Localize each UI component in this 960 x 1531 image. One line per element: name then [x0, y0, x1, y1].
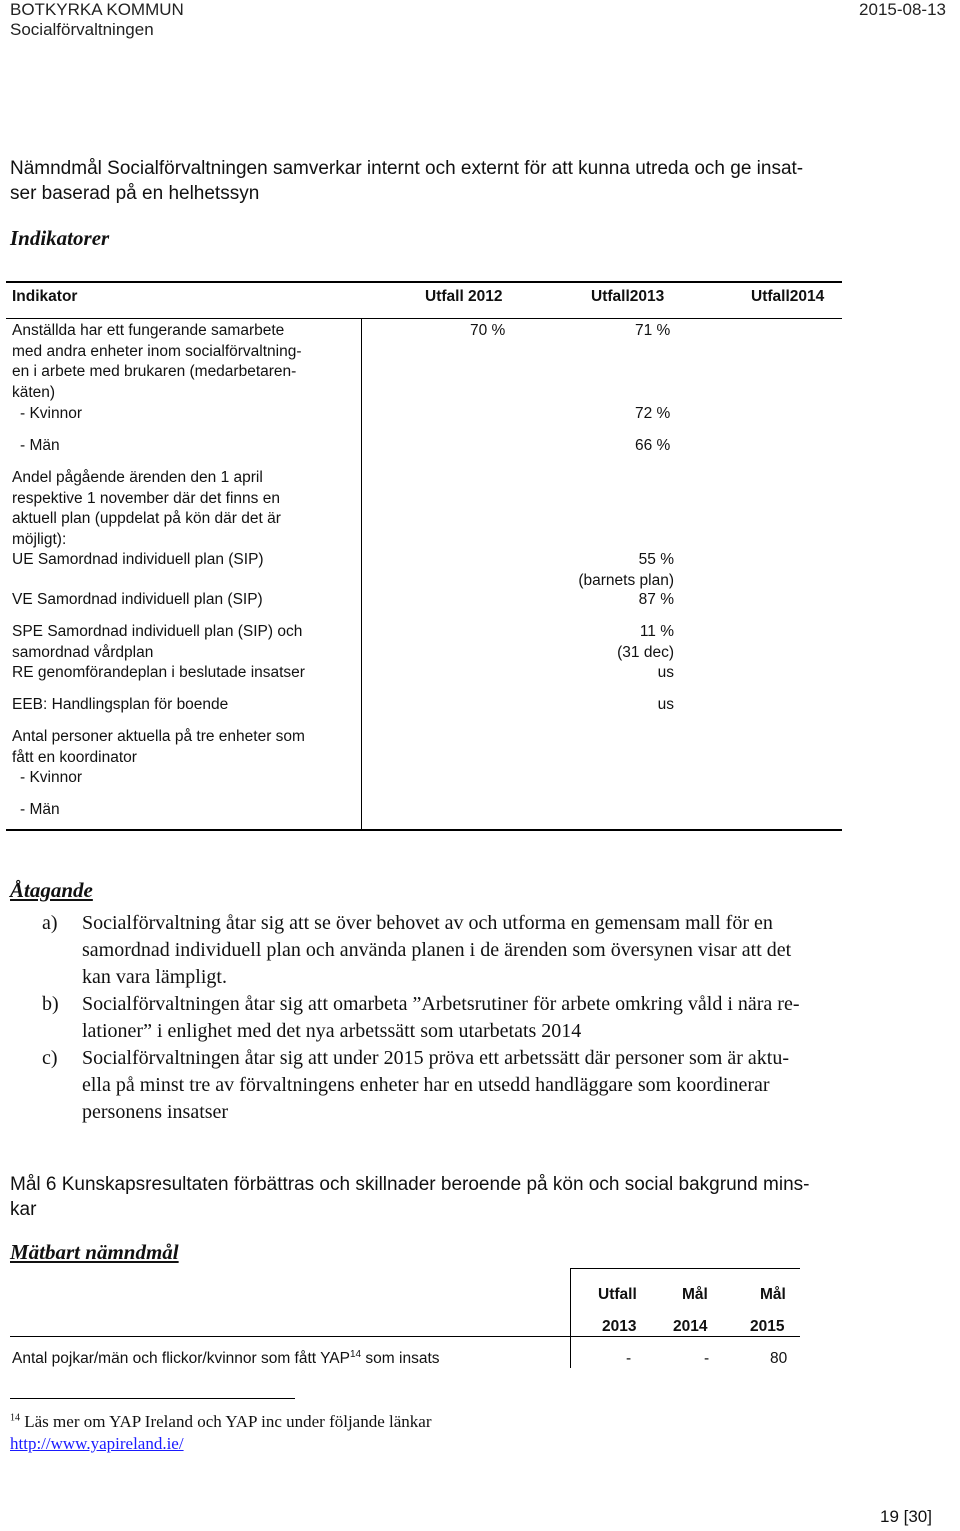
commitment-b-label: b) [42, 993, 59, 1015]
table-top-rule [6, 281, 842, 283]
row-ue-label: UE Samordnad individuell plan (SIP) [12, 551, 264, 568]
row-label-line: möjligt): [12, 530, 67, 548]
row-spe-value: 11 % [639, 623, 674, 640]
row-label-line: respektive 1 november där det finns en [12, 489, 280, 507]
goal-table-top-rule [570, 1268, 800, 1269]
footnote-number: 14 [10, 1412, 20, 1424]
measurable-goal-heading: Mätbart nämndmål [10, 1240, 179, 1264]
row-collaboration-women-label: - Kvinnor [20, 405, 83, 422]
row-label-line: med andra enheter inom socialförvaltning- [12, 342, 302, 360]
commitments-list [0, 910, 960, 1130]
footnote-body: Läs mer om YAP Ireland och YAP inc under följande länkar [20, 1412, 432, 1431]
goal-table-left-rule [570, 1268, 571, 1368]
row-collaboration-label [12, 321, 357, 403]
goal-6-heading [10, 1172, 940, 1222]
indicators-heading: Indikatorer [10, 226, 110, 250]
goal-heading-line-1: Nämndmål Socialförvaltningen samverkar internt och externt för att kunna utreda och ge insat- [10, 158, 804, 179]
header-mal-2015: Mål [760, 1286, 786, 1303]
row-collaboration-2012: 70 % [470, 322, 506, 339]
row-collaboration-men-2013: 66 % [635, 437, 671, 454]
goal-heading-line-2: ser baserad på en helhetssyn [10, 183, 260, 204]
commitment-line: Socialförvaltning åtar sig att se över behovet av och utforma en gemensam mall för en [82, 912, 773, 934]
row-eeb-label: EEB: Handlingsplan för boende [12, 696, 229, 713]
commitment-b-text [82, 991, 932, 1045]
row-label-line: fått en koordinator [12, 748, 137, 766]
row-label-line: Andel pågående ärenden den 1 april [12, 469, 263, 486]
row-label-line: en i arbete med brukaren (medarbetaren- [12, 363, 297, 380]
row-spe-label [12, 622, 302, 663]
commitment-line: Socialförvaltningen åtar sig att under 2015 pröva ett arbetssätt där personer som är aktu- [82, 1047, 789, 1069]
row-ve-2013: 87 % [638, 591, 674, 608]
commitment-c-text [82, 1045, 932, 1126]
header-year-2014: 2014 [673, 1318, 708, 1335]
header-year-2015: 2015 [750, 1318, 785, 1335]
header-indicator: Indikator [12, 288, 78, 305]
commitment-a-label: a) [42, 912, 58, 934]
yap-row-2013: - [626, 1350, 632, 1367]
row-ve-label: VE Samordnad individuell plan (SIP) [12, 591, 263, 608]
header-utfall-2012: Utfall 2012 [425, 288, 503, 305]
row-label-line: käten) [12, 383, 56, 401]
row-coordinator-label [12, 727, 305, 820]
row-re-label: RE genomförandeplan i beslutade insatser [12, 664, 305, 681]
header-bottom-rule [6, 318, 842, 319]
row-ue-2013 [564, 550, 674, 591]
row-plan-share-label [12, 468, 357, 550]
row-label-line: SPE Samordnad individuell plan (SIP) och [12, 623, 303, 640]
goal-6-line-1: Mål 6 Kunskapsresultaten förbättras och skillnader beroende på kön och social bakgrund mins- [10, 1174, 810, 1195]
table-bottom-rule [6, 829, 842, 831]
row-collaboration-men-label: - Män [20, 437, 60, 454]
yap-row-2015: 80 [770, 1350, 788, 1367]
page-number: 19 [30] [880, 1507, 932, 1526]
row-ue-note: (barnets plan) [578, 571, 674, 589]
footnote-separator [10, 1398, 295, 1399]
row-collaboration-women-2013: 72 % [635, 405, 671, 422]
yap-row-label-suffix: som insats [361, 1350, 440, 1367]
commitment-line: samordnad individuell plan och använda planen i de ärenden som översynen visar att det [82, 939, 792, 961]
header-utfall-2013: Utfall2013 [591, 288, 665, 305]
commitment-a-text [82, 910, 932, 991]
goal-6-line-2: kar [10, 1199, 37, 1220]
measurable-goal-table [0, 1268, 960, 1378]
row-label-line: Anställda har ett fungerande samarbete [12, 322, 285, 339]
row-label-line: samordnad vårdplan [12, 643, 154, 661]
row-label-line: Antal personer aktuella på tre enheter som [12, 728, 305, 745]
column-divider [361, 319, 362, 830]
footnote [10, 1411, 910, 1455]
row-coordinator-women: - Kvinnor [20, 769, 83, 786]
commitment-line: kan vara lämpligt. [82, 966, 227, 988]
header-year-2013: 2013 [602, 1318, 637, 1335]
yap-ireland-link[interactable]: http://www.yapireland.ie/ [10, 1434, 184, 1453]
header-utfall: Utfall [598, 1286, 637, 1303]
footnote-text [10, 1411, 910, 1433]
commitment-line: Socialförvaltningen åtar sig att omarbeta ”Arbetsrutiner för arbete omkring våld i nära re- [82, 993, 800, 1015]
commitment-line: ella på minst tre av förvaltningens enheter har en utsedd handläggare som koordinerar [82, 1074, 770, 1096]
organization-name: BOTKYRKA KOMMUN [10, 0, 184, 19]
yap-row-label-text: Antal pojkar/män och flickor/kvinnor som fått YAP [12, 1350, 350, 1367]
department-name: Socialförvaltningen [10, 20, 154, 39]
document-date: 2015-08-13 [859, 0, 946, 19]
row-spe-2013 [564, 622, 674, 663]
row-ue-value: 55 % [638, 551, 674, 568]
row-spe-note: (31 dec) [617, 643, 674, 661]
commitments-heading: Åtagande [10, 878, 93, 902]
row-re-2013: us [657, 664, 674, 681]
row-eeb-2013: us [657, 696, 674, 713]
commitment-line: lationer” i enlighet med det nya arbetssätt som utarbetats 2014 [82, 1020, 582, 1042]
header-utfall-2014: Utfall2014 [751, 288, 825, 305]
row-collaboration-2013: 71 % [635, 322, 671, 339]
commitment-line: personens insatser [82, 1101, 229, 1123]
commitment-c-label: c) [42, 1047, 58, 1069]
row-label-line: aktuell plan (uppdelat på kön där det är [12, 510, 281, 527]
yap-row-2014: - [704, 1350, 710, 1367]
yap-row-label [12, 1350, 440, 1368]
header-mal-2014: Mål [682, 1286, 708, 1303]
footnote-reference: 14 [350, 1348, 362, 1360]
row-coordinator-men: - Män [20, 800, 60, 818]
goal-table-header-rule [10, 1336, 800, 1337]
